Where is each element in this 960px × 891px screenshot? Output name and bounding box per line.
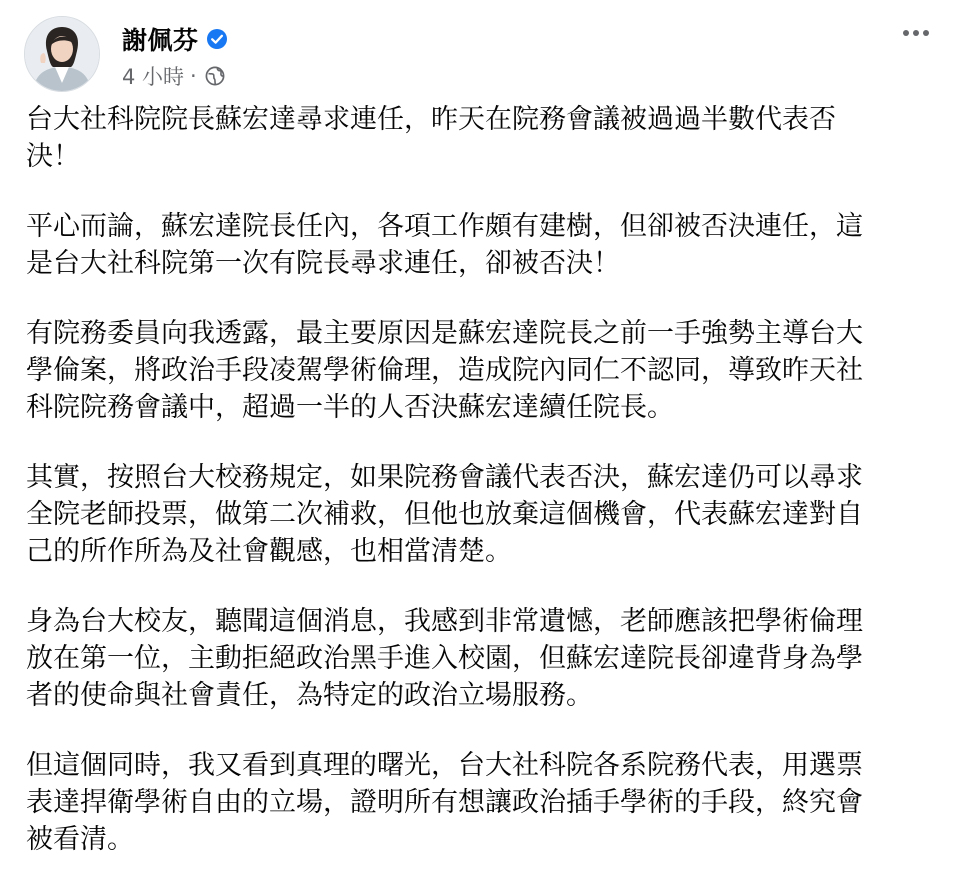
author-block	[122, 22, 228, 90]
post-paragraph	[26, 315, 936, 426]
post-paragraph	[26, 747, 936, 858]
text-line: 己的所作所為及社會觀感，也相當清楚。	[26, 536, 512, 567]
avatar-portrait-icon	[25, 17, 99, 91]
verified-badge-icon	[206, 28, 228, 50]
post-meta	[122, 62, 228, 90]
more-options-button[interactable]	[896, 18, 936, 48]
post-paragraph	[26, 603, 936, 714]
text-line: 表達捍衛學術自由的立場，證明所有想讓政治插手學術的手段，終究會	[26, 787, 863, 818]
text-line: 有院務委員向我透露，最主要原因是蘇宏達院長之前一手強勢主導台大	[26, 318, 863, 349]
author-name[interactable]: 謝佩芬	[122, 26, 199, 55]
author-avatar[interactable]	[24, 16, 100, 92]
globe-icon[interactable]	[205, 66, 225, 86]
post-timestamp[interactable]: 4 小時	[122, 65, 185, 89]
text-line: 全院老師投票，做第二次補救，但他也放棄這個機會，代表蘇宏達對自	[26, 499, 863, 530]
more-horizontal-icon	[902, 29, 930, 37]
meta-separator: ·	[190, 64, 197, 88]
text-line: 科院院務會議中，超過一半的人否決蘇宏達續任院長。	[26, 392, 674, 423]
post-paragraph	[26, 101, 936, 175]
text-line: 者的使命與社會責任，為特定的政治立場服務。	[26, 680, 593, 711]
post-paragraph	[26, 459, 936, 570]
post-paragraph	[26, 208, 936, 282]
text-line: 被看清。	[26, 824, 134, 855]
text-line: 放在第一位，主動拒絕政治黑手進入校園，但蘇宏達院長卻違背身為學	[26, 643, 863, 674]
author-row	[122, 22, 228, 56]
text-line: 台大社科院院長蘇宏達尋求連任，昨天在院務會議被過過半數代表否	[26, 104, 836, 135]
post-body	[26, 101, 936, 891]
text-line: 其實，按照台大校務規定，如果院務會議代表否決，蘇宏達仍可以尋求	[26, 462, 863, 493]
text-line: 學倫案，將政治手段凌駕學術倫理，造成院內同仁不認同，導致昨天社	[26, 355, 863, 386]
post-header	[22, 14, 940, 94]
text-line: 決！	[26, 141, 80, 172]
text-line: 但這個同時，我又看到真理的曙光，台大社科院各系院務代表，用選票	[26, 750, 863, 781]
text-line: 身為台大校友，聽聞這個消息，我感到非常遺憾，老師應該把學術倫理	[26, 606, 863, 637]
text-line: 是台大社科院第一次有院長尋求連任，卻被否決！	[26, 248, 620, 279]
text-line: 平心而論，蘇宏達院長任內，各項工作頗有建樹，但卻被否決連任，這	[26, 211, 863, 242]
